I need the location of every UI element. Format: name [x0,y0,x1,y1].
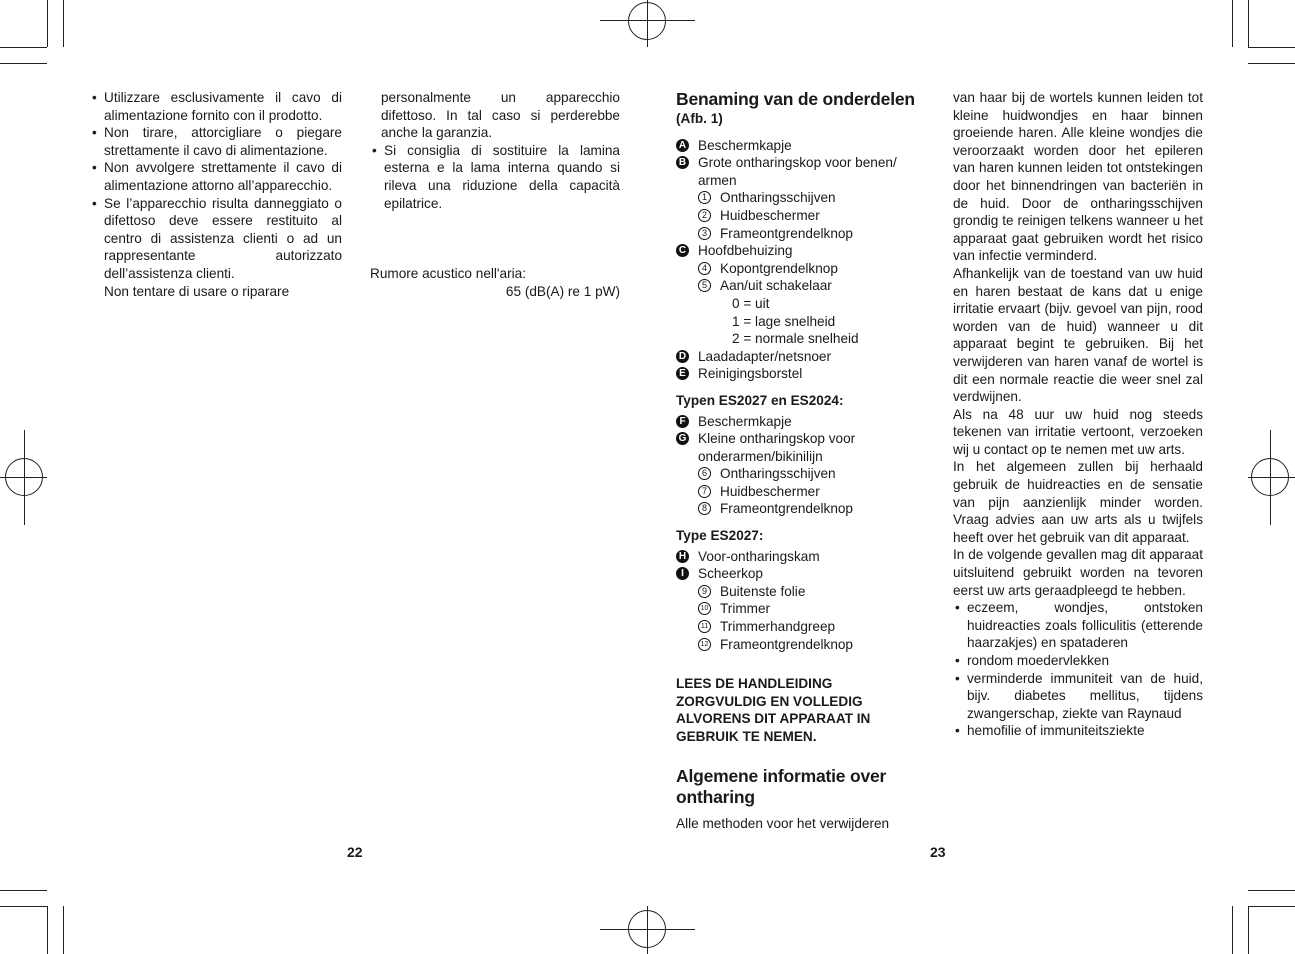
part-label: Beschermkapje [698,137,792,153]
bullet-item: • hemofilie of immuniteitsziekte [953,722,1203,740]
section-heading: Algemene informatie over ontharing [676,765,887,807]
part-list-item [676,260,928,278]
bullet-item: • Non avvolgere strettamente il cavo di alimentazione attorno all’apparecchio. [90,159,342,194]
warning-text: LEES DE HANDLEIDING ZORGVULDIG EN VOLLEDIG ALVORENS DIT APPARAAT IN GEBRUIK TE NEMEN. [676,676,871,744]
part-label: Huidbeschermer [720,207,820,223]
section-subheading: (Afb. 1) [676,111,723,126]
paragraph: personalmente un apparecchio difettoso. In tal caso si perderebbe anche la garanzia. [381,90,620,141]
switch-setting: 1 = lage snelheid [732,313,836,329]
part-list-item [676,500,928,518]
paragraph: Non tentare di usare o riparare [104,283,290,299]
part-letter-marker: D [676,350,689,363]
group-title: Typen ES2027 en ES2024: [676,392,844,408]
part-list-item [676,565,928,583]
parts-list [676,413,928,519]
part-label: Ontharingsschijven [720,466,836,482]
part-label: Frameontgrendelknop [720,501,853,517]
part-letter-marker: C [676,244,689,257]
paragraph: In de volgende gevallen mag dit apparaat uitsluitend gebruikt worden na tevoren eerst uw arts geraadpleegd te hebben. [953,547,1203,598]
part-letter-marker: F [676,415,689,428]
part-list-item [676,189,928,207]
part-letter-marker: E [676,367,689,380]
part-list-item [676,225,928,243]
part-label: onderarmen/bikinilijn [698,448,823,464]
page-number: 22 [347,844,363,860]
part-label: Beschermkapje [698,413,792,429]
right-page-column-2 [953,89,1203,740]
bullet-item: • Non tirare, attorcigliare o piegare strettamente il cavo di alimentazione. [90,124,342,159]
part-number-marker: 12 [698,638,711,651]
part-label: Hoofdbehuizing [698,243,793,259]
part-number-marker: 3 [698,227,711,240]
part-list-item [676,618,928,636]
part-list-item [676,207,928,225]
part-number-marker: 2 [698,209,711,222]
part-list-item [676,348,928,366]
part-label: Aan/uit schakelaar [720,278,832,294]
part-letter-marker: H [676,550,689,563]
bullet-item: • rondom moedervlekken [953,652,1203,670]
bullet-item: • Se l’apparecchio risulta danneggiato o difettoso deve essere restituito al centro di assistenza clienti o ad un rappresentante autorizzato dell’assistenza clienti. [90,195,342,283]
part-list-item [676,137,928,155]
part-label: Trimmer [720,601,771,617]
section-heading: Benaming van de onderdelen [676,89,915,109]
bullet-item: • eczeem, wondjes, ontstoken huidreacties zoals folliculitis (etterende haarzakjes) en spataderen [953,599,1203,652]
paragraph: van haar bij de wortels kunnen leiden tot kleine huidwondjes en haar binnen groeiende haren. Alle kleine wondjes die veroorzaakt worden door het epileren van haren kunnen leiden tot ontstekingen door het binnendringen van bacteriën in de huid. Door de ontharingsschijven grondig te reinigen telkens wanneer u het apparaat gaat gebruiken wordt het risico van infectie verminderd. [953,90,1203,264]
part-list-item [676,413,928,431]
switch-setting: 0 = uit [732,295,770,311]
part-list-item [676,313,928,331]
part-label: Buitenste folie [720,583,806,599]
bullet-item: • Utilizzare esclusivamente il cavo di alimentazione fornito con il prodotto. [90,89,342,124]
part-label: Kopontgrendelknop [720,260,838,276]
part-list-item [676,154,928,172]
part-label: Voor-ontharingskam [698,548,820,564]
paragraph: In het algemeen zullen bij herhaald gebruik de huidreacties en de sensatie van pijn aanzienlijk minder worden. Vraag advies aan uw arts als u twijfels heeft over het gebruik van dit apparaat. [953,459,1203,545]
part-number-marker: 5 [698,279,711,292]
part-label: Grote ontharingskop voor benen/ [698,155,897,171]
part-list-item [676,548,928,566]
paragraph: Afhankelijk van de toestand van uw huid en haren bestaat de kans dat u enige irritatie ervaart (bijv. gevoel van pijn, rood worden van de huid) wanneer u dit apparaat begint te gebruiken. Bij het verwijderen van haren vanaf de wortel is dit een normale reactie die weer snel zal verdwijnen. [953,265,1203,405]
part-list-item-continuation [676,448,928,466]
bullet-item: • Si consiglia di sostituire la lamina esterna e la lama interna quando si rileva una riduzione della capacità epilatrice. [370,142,620,212]
paragraph: Als na 48 uur uw huid nog steeds tekenen van irritatie vertoont, verzoeken wij u contact op te nemen met uw arts. [953,406,1203,457]
part-number-marker: 6 [698,467,711,480]
right-page-column-1 [676,89,928,832]
part-list-item [676,636,928,654]
part-letter-marker: A [676,139,689,152]
part-number-marker: 1 [698,191,711,204]
part-list-item [676,583,928,601]
part-label: Frameontgrendelknop [720,225,853,241]
part-list-item [676,465,928,483]
part-number-marker: 7 [698,485,711,498]
part-label: armen [698,172,737,188]
part-label: Ontharingsschijven [720,190,836,206]
part-list-item [676,330,928,348]
part-number-marker: 10 [698,602,711,615]
part-list-item [676,430,928,448]
part-letter-marker: I [676,567,689,580]
part-number-marker: 8 [698,502,711,515]
part-label: Scheerkop [698,566,763,582]
part-list-item [676,365,928,383]
part-number-marker: 9 [698,585,711,598]
part-number-marker: 11 [698,620,711,633]
group-title: Type ES2027: [676,528,764,544]
part-label: Huidbeschermer [720,483,820,499]
part-label: Laadadapter/netsnoer [698,348,832,364]
part-list-item [676,277,928,295]
noise-label: Rumore acustico nell'aria: [370,266,526,282]
part-number-marker: 4 [698,262,711,275]
left-page-column-2 [370,89,620,300]
bullet-item: • verminderde immuniteit van de huid, bijv. diabetes mellitus, tijdens zwangerschap, ziekte van Raynaud [953,670,1203,723]
part-list-item [676,242,928,260]
part-letter-marker: B [676,156,689,169]
part-list-item [676,295,928,313]
part-label: Trimmerhandgreep [720,619,836,635]
left-page-column-1 [90,89,342,300]
parts-list [676,548,928,654]
part-label: Kleine ontharingskop voor [698,431,856,447]
part-label: Reinigingsborstel [698,366,803,382]
paragraph: Alle methoden voor het verwijderen [676,815,890,831]
part-label: Frameontgrendelknop [720,636,853,652]
part-list-item [676,483,928,501]
part-letter-marker: G [676,432,689,445]
page-number: 23 [930,844,946,860]
parts-list [676,137,928,383]
part-list-item [676,600,928,618]
switch-setting: 2 = normale snelheid [732,331,859,347]
part-list-item-continuation [676,172,928,190]
noise-value: 65 (dB(A) re 1 pW) [505,283,620,299]
